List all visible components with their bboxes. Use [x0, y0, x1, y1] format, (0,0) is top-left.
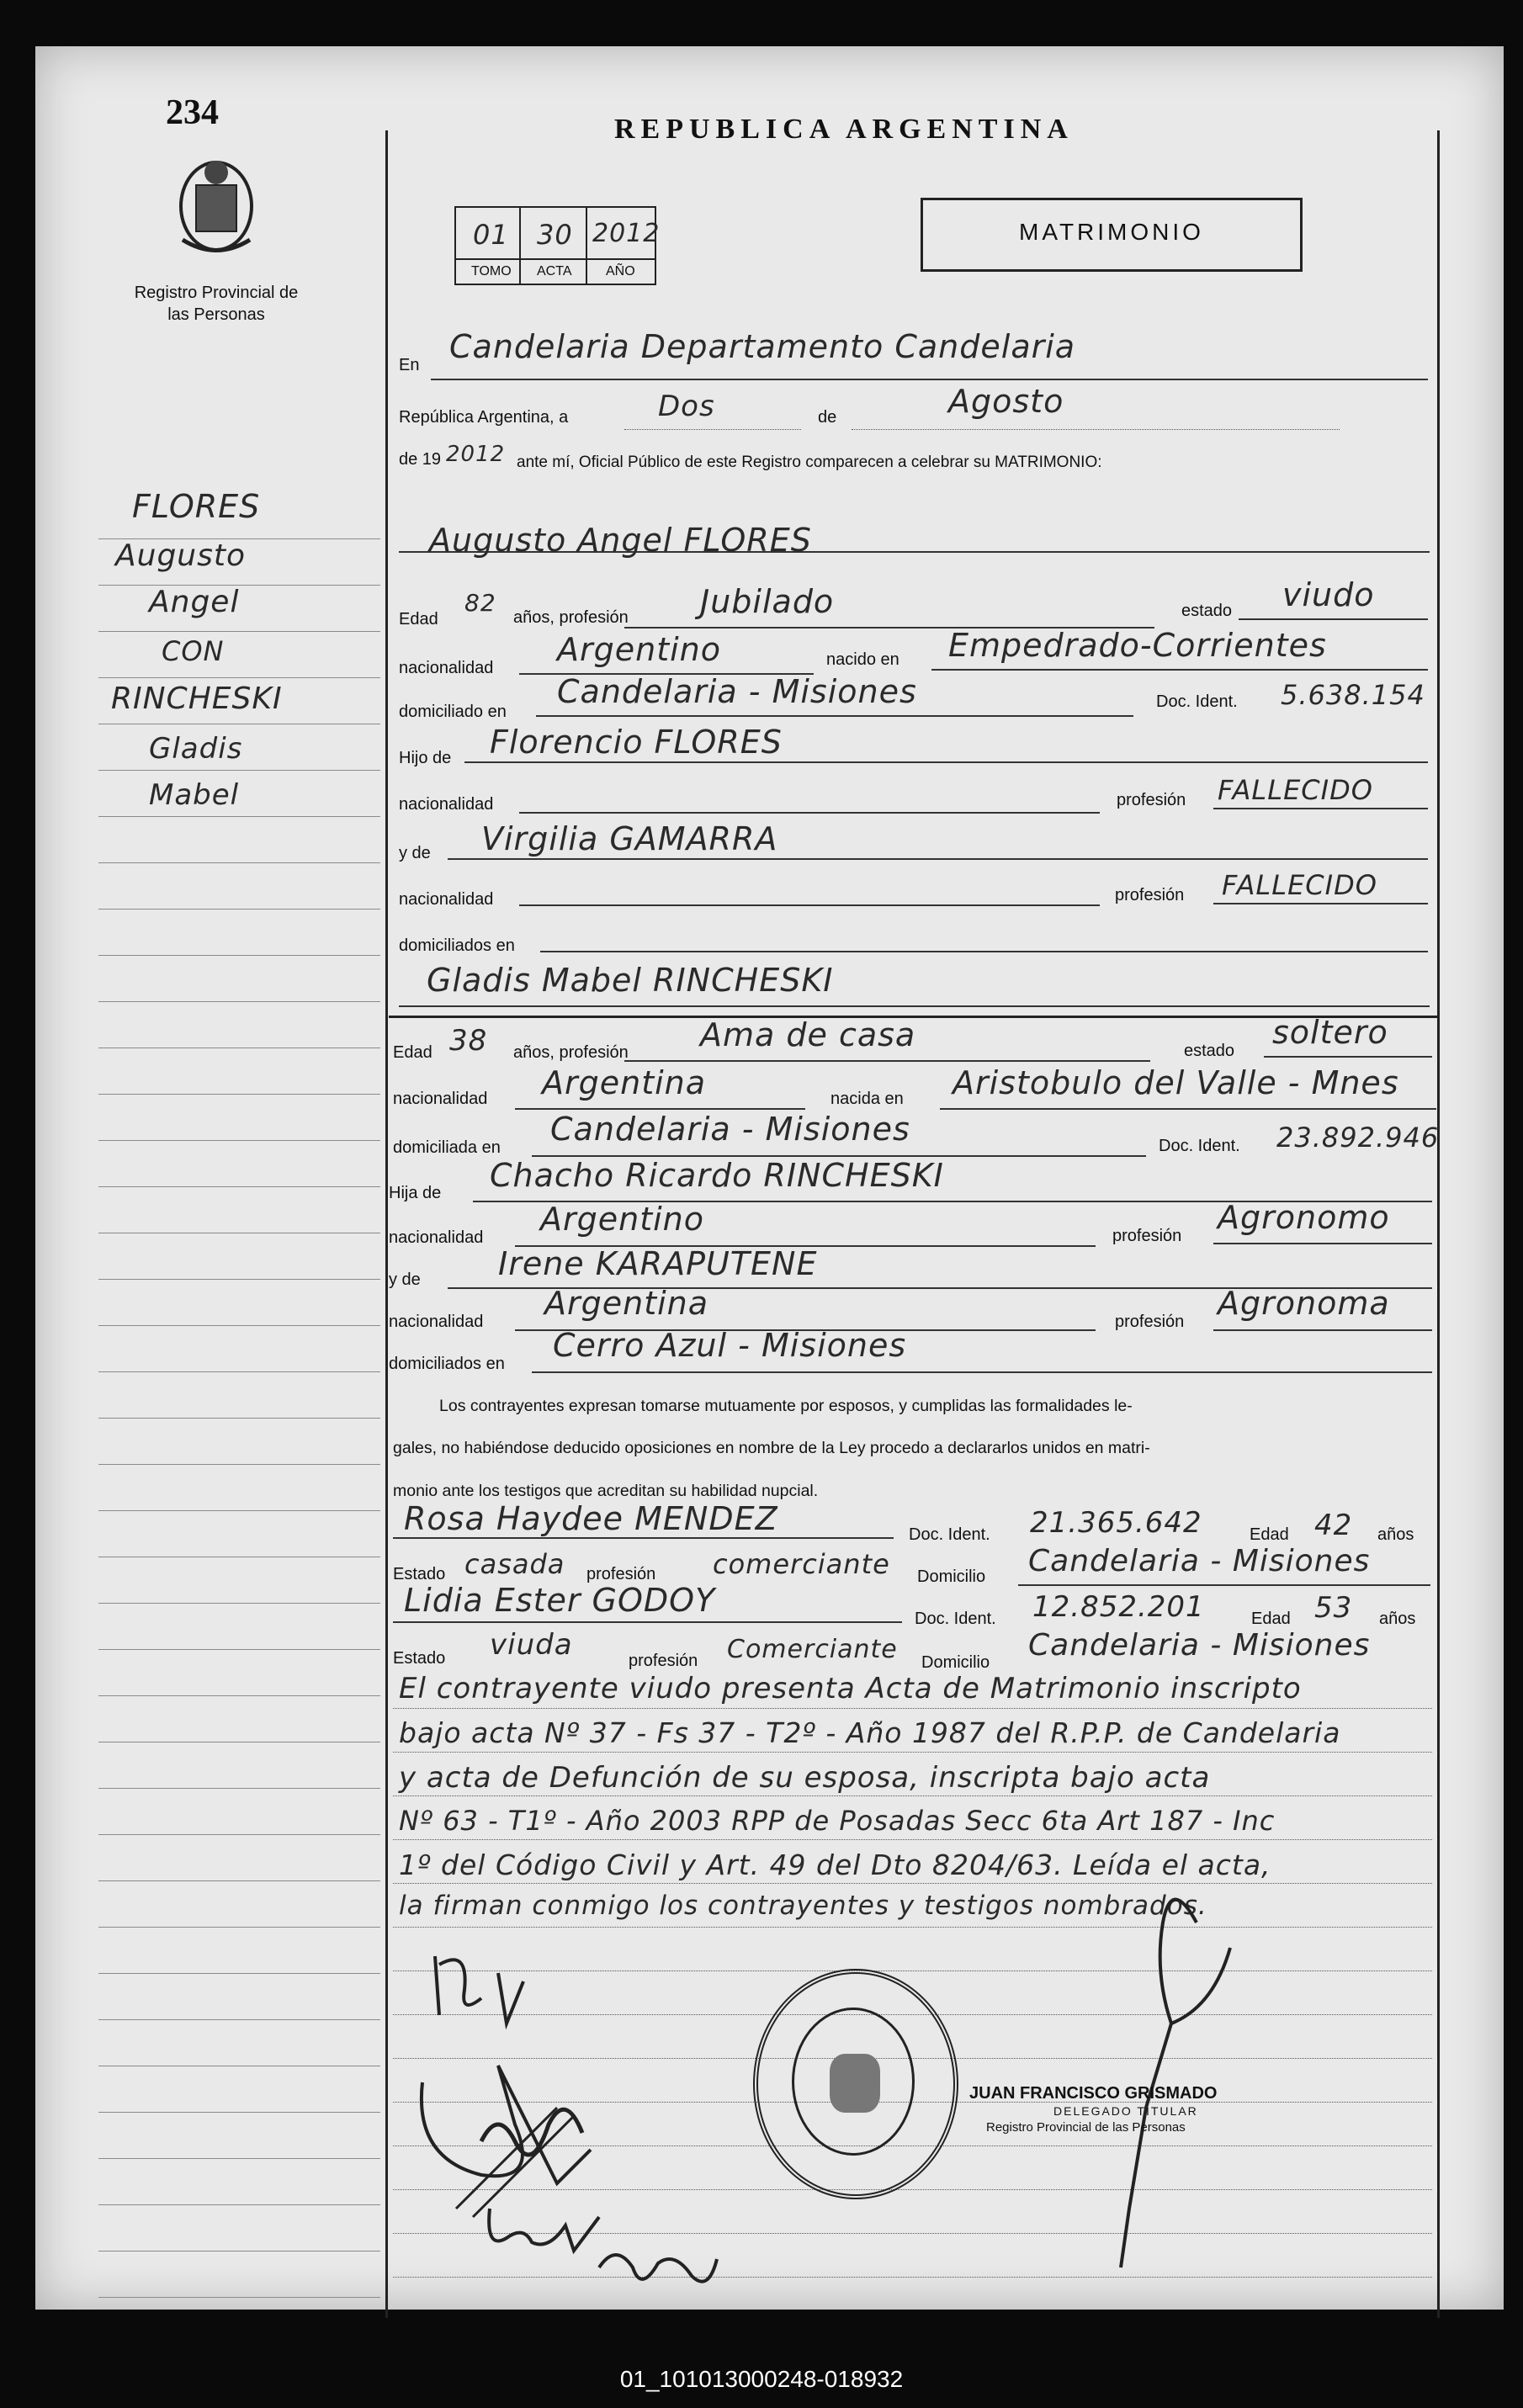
witness2-anos-label: años	[1379, 1610, 1416, 1628]
groom-nacido-label: nacido en	[826, 650, 899, 669]
witness1-estado: casada	[464, 1548, 565, 1580]
official-name: JUAN FRANCISCO GRISMADO	[969, 2084, 1218, 2103]
country-title: REPUBLICA ARGENTINA	[614, 114, 1074, 145]
margin-ruled-line	[98, 770, 380, 771]
margin-ruled-line	[98, 2297, 380, 2298]
groom-father-nac-label: nacionalidad	[399, 795, 494, 814]
witness2-doc-label: Doc. Ident.	[915, 1610, 996, 1628]
tomo-value: 01	[473, 219, 509, 251]
witness2-estado-label: Estado	[393, 1649, 446, 1668]
margin-note: FLORES	[132, 488, 261, 525]
margin-ruled-line	[98, 1371, 380, 1372]
signature-group	[389, 1923, 809, 2310]
witness2-edad: 53	[1314, 1591, 1353, 1625]
groom-father: Florencio FLORES	[490, 724, 783, 761]
groom-domiciliados-label: domiciliados en	[399, 936, 515, 955]
margin-ruled-line	[98, 955, 380, 956]
note-line: bajo acta Nº 37 - Fs 37 - T2º - Año 1987 del R.P.P. de Candelaria	[399, 1716, 1341, 1749]
official-registry: Registro Provincial de las Personas	[986, 2120, 1186, 2135]
margin-note: Angel	[149, 585, 240, 619]
footer-id: 01_101013000248-018932	[619, 2366, 904, 2392]
note-line: la firman conmigo los contrayentes y testigos nombrados.	[399, 1891, 1207, 1921]
declaration-line: Los contrayentes expresan tomarse mutuamente por esposos, y cumplidas las formalidades le-	[439, 1397, 1133, 1415]
margin-ruled-line	[98, 1186, 380, 1187]
bride-mother-nac: Argentina	[544, 1285, 709, 1322]
lugar-value: Candelaria Departamento Candelaria	[449, 328, 1076, 365]
margin-ruled-line	[98, 1418, 380, 1419]
margin-ruled-line	[98, 1788, 380, 1789]
margin-ruled-line	[98, 2251, 380, 2252]
bride-name: Gladis Mabel RINCHESKI	[427, 962, 834, 999]
margin-ruled-line	[98, 1834, 380, 1835]
note-line: 1º del Código Civil y Art. 49 del Dto 8204/63. Leída el acta,	[399, 1848, 1271, 1881]
witness1-name: Rosa Haydee MENDEZ	[404, 1500, 778, 1537]
ruled-line	[393, 1708, 1432, 1709]
de-label: de	[818, 408, 837, 427]
bride-nacida: Aristobulo del Valle - Mnes	[953, 1064, 1399, 1101]
witness1-edad: 42	[1314, 1509, 1353, 1542]
margin-ruled-line	[98, 1001, 380, 1002]
groom-edad: 82	[464, 589, 496, 617]
witness1-profesion: comerciante	[713, 1548, 890, 1580]
bride-profesion-label: años, profesión	[513, 1043, 629, 1062]
seal-emblem-icon	[830, 2054, 880, 2113]
margin-note: Augusto	[115, 538, 247, 573]
en-label: En	[399, 356, 420, 374]
bride-mother-prof: Agronoma	[1218, 1285, 1390, 1322]
margin-ruled-line	[98, 1649, 380, 1650]
groom-profesion: Jubilado	[700, 583, 835, 620]
groom-nacionalidad-label: nacionalidad	[399, 659, 494, 677]
groom-profesion-label: años, profesión	[513, 608, 629, 627]
margin-ruled-line	[98, 677, 380, 678]
bride-father-nac: Argentino	[540, 1201, 704, 1238]
official-seal	[753, 1969, 958, 2199]
margin-ruled-line	[98, 1973, 380, 1974]
bride-father: Chacho Ricardo RINCHESKI	[490, 1157, 944, 1194]
margin-ruled-line	[98, 1603, 380, 1604]
bride-edad: 38	[449, 1024, 488, 1058]
margin-ruled-line	[98, 1325, 380, 1326]
republica-label: República Argentina, a	[399, 408, 569, 427]
margin-ruled-line	[98, 631, 380, 632]
acta-label: ACTA	[537, 264, 572, 278]
record-page	[35, 46, 1504, 2310]
page-number: 234	[166, 93, 219, 132]
margin-rule	[385, 130, 388, 2318]
note-line: El contrayente viudo presenta Acta de Matrimonio inscripto	[399, 1672, 1302, 1705]
witness1-estado-label: Estado	[393, 1565, 446, 1583]
note-line: y acta de Defunción de su esposa, inscripta bajo acta	[399, 1761, 1211, 1795]
margin-ruled-line	[98, 2112, 380, 2113]
witness2-edad-label: Edad	[1251, 1610, 1291, 1628]
margin-ruled-line	[98, 2158, 380, 2159]
registry-label: Registro Provincial de las Personas	[134, 284, 299, 324]
tomo-label: TOMO	[471, 264, 512, 278]
margin-note: RINCHESKI	[111, 682, 283, 716]
groom-estado-label: estado	[1181, 602, 1233, 620]
bride-nacionalidad-label: nacionalidad	[393, 1090, 488, 1108]
margin-ruled-line	[98, 1695, 380, 1696]
bride-domiciliada: Candelaria - Misiones	[550, 1111, 910, 1148]
bride-nacionalidad: Argentina	[542, 1064, 707, 1101]
margin-ruled-line	[98, 585, 380, 586]
groom-name: Augusto Angel FLORES	[429, 522, 812, 559]
groom-doc-label: Doc. Ident.	[1156, 692, 1238, 711]
witness1-profesion-label: profesión	[586, 1565, 656, 1583]
year-value: 2012	[446, 442, 506, 467]
groom-hijo-label: Hijo de	[399, 749, 452, 767]
bride-mother-nac-label: nacionalidad	[389, 1313, 484, 1331]
acta-value: 30	[537, 219, 573, 251]
witness2-estado: viuda	[490, 1628, 573, 1662]
groom-mother-prof: FALLECIDO	[1222, 869, 1377, 901]
ruled-line	[393, 1795, 1432, 1796]
declaration-line: gales, no habiéndose deducido oposiciones en nombre de la Ley procedo a declararlos unidos en matri-	[393, 1439, 1150, 1457]
bride-father-nac-label: nacionalidad	[389, 1228, 484, 1247]
dia-value: Dos	[658, 390, 715, 423]
margin-ruled-line	[98, 1140, 380, 1141]
groom-domiciliado: Candelaria - Misiones	[557, 673, 917, 710]
margin-ruled-line	[98, 862, 380, 863]
groom-father-prof: FALLECIDO	[1218, 774, 1373, 806]
margin-ruled-line	[98, 1880, 380, 1881]
ruled-line	[393, 1752, 1432, 1753]
coat-of-arms-icon	[166, 147, 267, 257]
bride-profesion: Ama de casa	[700, 1016, 916, 1053]
witness1-edad-label: Edad	[1250, 1525, 1289, 1544]
groom-doc: 5.638.154	[1281, 679, 1425, 711]
bride-doc: 23.892.946	[1276, 1122, 1440, 1154]
margin-ruled-line	[98, 816, 380, 817]
groom-mother-prof-label: profesión	[1115, 886, 1185, 904]
ruled-line	[393, 1883, 1432, 1884]
groom-domiciliado-label: domiciliado en	[399, 703, 507, 721]
witness1-doc: 21.365.642	[1030, 1506, 1202, 1540]
bride-nacida-label: nacida en	[830, 1090, 904, 1108]
margin-ruled-line	[98, 538, 380, 539]
official-signature	[1096, 1872, 1247, 2276]
bride-hija-label: Hija de	[389, 1184, 442, 1202]
bride-domiciliados-label: domiciliados en	[389, 1355, 505, 1373]
bride-estado: soltero	[1272, 1014, 1388, 1051]
bride-estado-label: estado	[1184, 1042, 1235, 1060]
groom-mother: Virgilia GAMARRA	[481, 820, 778, 857]
groom-edad-label: Edad	[399, 610, 438, 629]
witness1-doc-label: Doc. Ident.	[909, 1525, 990, 1544]
margin-note: CON	[162, 635, 225, 667]
margin-ruled-line	[98, 2204, 380, 2205]
bride-mother-prof-label: profesión	[1115, 1313, 1185, 1331]
official-title: DELEGADO TITULAR	[1053, 2104, 1198, 2118]
de19-label: de 19	[399, 450, 442, 469]
bride-domiciliados: Cerro Azul - Misiones	[553, 1327, 907, 1364]
groom-father-prof-label: profesión	[1117, 791, 1186, 809]
bride-father-prof: Agronomo	[1218, 1199, 1390, 1236]
mes-value: Agosto	[948, 383, 1064, 420]
groom-estado: viudo	[1282, 576, 1375, 613]
ano-label: AÑO	[606, 264, 635, 278]
witness1-domicilio-label: Domicilio	[917, 1567, 986, 1586]
note-line: Nº 63 - T1º - Año 2003 RPP de Posadas Secc 6ta Art 187 - Inc	[399, 1805, 1276, 1837]
witness2-domicilio: Candelaria - Misiones	[1028, 1628, 1371, 1663]
witness1-domicilio: Candelaria - Misiones	[1028, 1544, 1371, 1578]
witness2-domicilio-label: Domicilio	[921, 1653, 990, 1672]
bride-edad-label: Edad	[393, 1043, 432, 1062]
record-type: MATRIMONIO	[1019, 219, 1204, 245]
margin-ruled-line	[98, 1279, 380, 1280]
bride-doc-label: Doc. Ident.	[1159, 1137, 1240, 1155]
margin-note: Gladis	[149, 732, 243, 766]
intro-text: ante mí, Oficial Público de este Registro comparecen a celebrar su MATRIMONIO:	[517, 453, 1102, 471]
margin-note: Mabel	[149, 778, 240, 812]
bride-y-de-label: y de	[389, 1270, 421, 1289]
margin-ruled-line	[98, 1927, 380, 1928]
margin-ruled-line	[98, 1510, 380, 1511]
bride-father-prof-label: profesión	[1112, 1227, 1182, 1245]
margin-ruled-line	[98, 1464, 380, 1465]
right-rule	[1437, 130, 1440, 2318]
witness2-profesion-label: profesión	[629, 1652, 698, 1670]
margin-ruled-line	[98, 2019, 380, 2020]
margin-ruled-line	[98, 1094, 380, 1095]
witness2-name: Lidia Ester GODOY	[404, 1582, 716, 1619]
bride-domiciliada-label: domiciliada en	[393, 1138, 501, 1157]
bride-mother: Irene KARAPUTENE	[498, 1245, 818, 1282]
groom-nacido: Empedrado-Corrientes	[948, 627, 1327, 664]
ruled-line	[393, 1839, 1432, 1840]
groom-nacionalidad: Argentino	[557, 631, 721, 668]
declaration-line: monio ante los testigos que acreditan su habilidad nupcial.	[393, 1482, 819, 1500]
witness1-anos-label: años	[1377, 1525, 1414, 1544]
groom-y-de-label: y de	[399, 844, 431, 862]
ano-value: 2012	[592, 219, 661, 248]
witness2-doc: 12.852.201	[1032, 1590, 1205, 1624]
witness2-profesion: Comerciante	[727, 1635, 898, 1664]
groom-mother-nac-label: nacionalidad	[399, 890, 494, 909]
margin-ruled-line	[98, 909, 380, 910]
